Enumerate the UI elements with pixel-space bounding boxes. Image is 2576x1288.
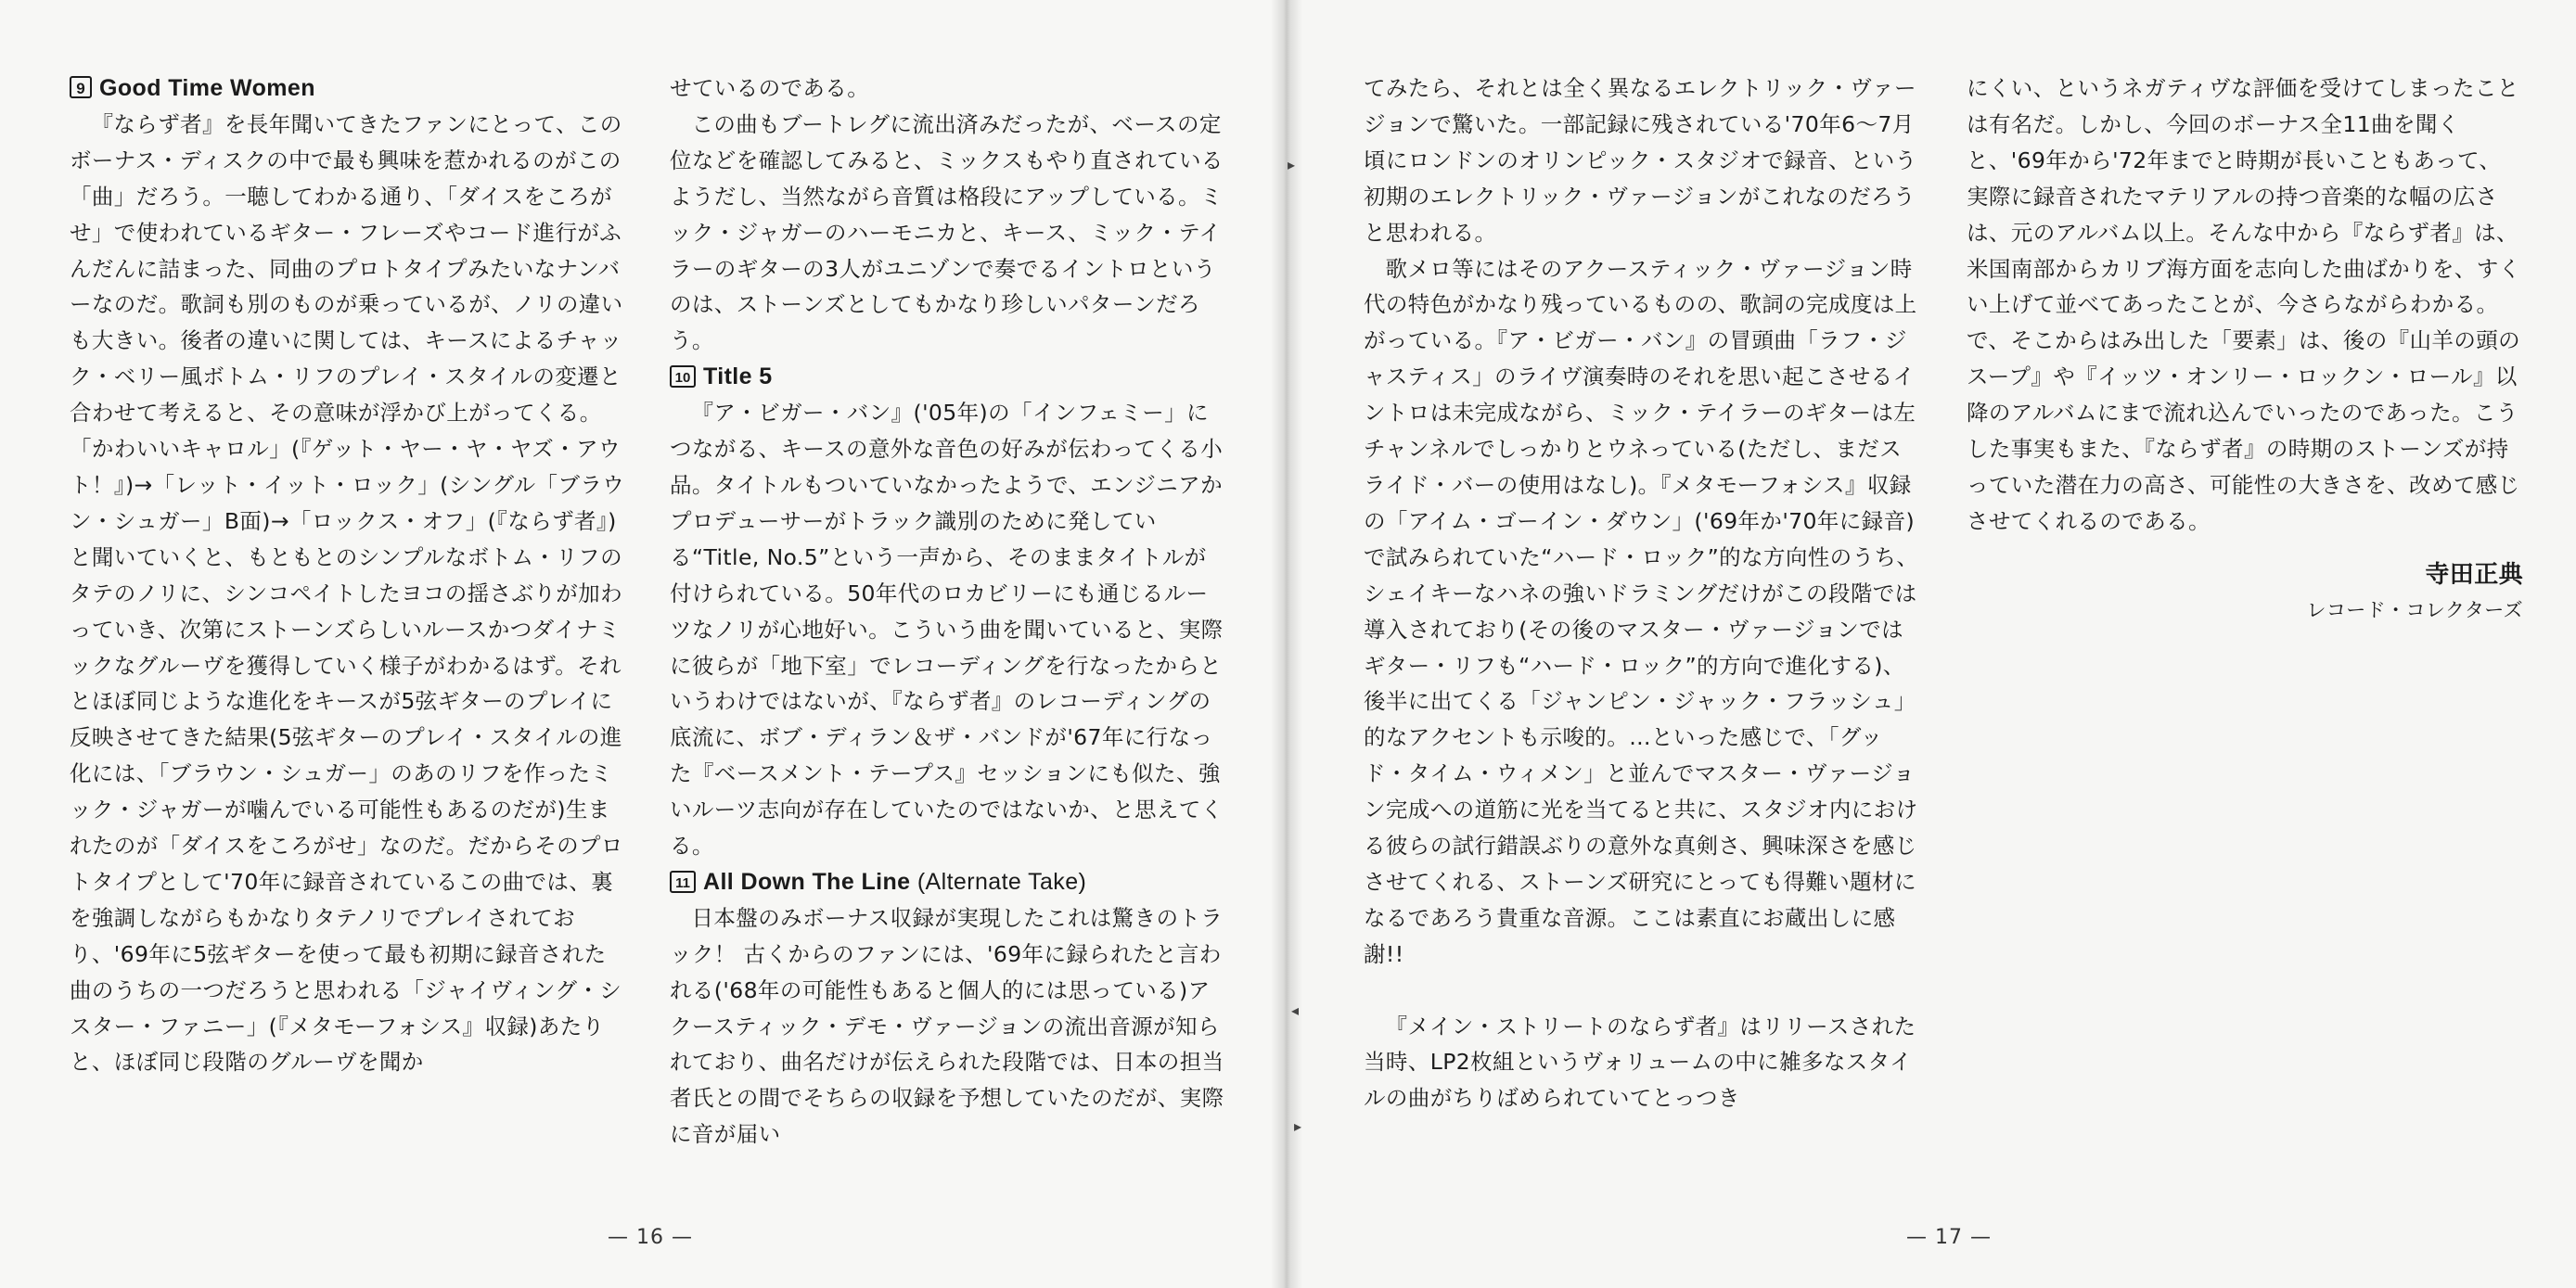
track-heading-9 (70, 70, 626, 107)
author-signoff (1967, 555, 2523, 625)
body-paragraph: 日本盤のみボーナス収録が実現したこれは驚きのトラック！ 古くからのファンには、'69年に録られたと言われる('68年の可能性もあると個人的には思っている)アクースティック・デモ・ヴァージョンの流出音源が知られており、曲名だけが伝えられた段階では、日本の担当者氏との間でそちらの収録を予想していたのだが、実際に音が届い (670, 904, 1224, 1148)
column-2 (670, 70, 1226, 1153)
track-title: All Down The Line (703, 868, 911, 895)
track-heading-11 (670, 864, 1226, 900)
track-title: Good Time Women (99, 75, 315, 101)
body-paragraph: 『メイン・ストリートのならず者』はリリースされた当時、LP2枚組というヴォリュームの中に雑多なスタイルの曲がちりばめられていてとっつき (1364, 1013, 1916, 1112)
body-paragraph-continued: せているのである。 (670, 75, 870, 101)
track-heading-10 (670, 359, 1226, 395)
track-number-badge: 11 (670, 871, 696, 893)
body-paragraph: この曲もブートレグに流出済みだったが、ベースの定位などを確認してみると、ミックスもやり直されているようだし、当然ながら音質は格段にアップしている。ミック・ジャガーのハーモニカと、キース、ミック・テイラーのギターの3人がユニゾンで奏でるイントロというのは、ストーンズとしてもかなり珍しいパターンだろう。 (670, 110, 1224, 354)
body-paragraph-continued: てみたら、それとは全く異なるエレクトリック・ヴァージョンで驚いた。一部記録に残されている'70年6～7月頃にロンドンのオリンピック・スタジオで録音、という初期のエレクトリック・ヴァージョンがこれなのだろうと思われる。 (1364, 75, 1917, 246)
author-name: 寺田正典 (2425, 560, 2523, 589)
body-paragraph: 『ア・ビガー・バン』('05年)の「インフェミー」につながる、キースの意外な音色の好みが伝わってくる小品。タイトルもついていなかったようで、エンジニアかプロデューサーがトラック識別のために発している“Title, No.5”という一声から、そのままタイトルが付けられている。50年代のロカビリーにも通じるルーツなノリが心地好い。こういう曲を聞いていると、実際に彼らが「地下室」でレコーディングを行なったからというわけではないが、『ならず者』のレコーディングの底流に、ボブ・ディラン＆ザ・バンドが'67年に行なった『ベースメント・テープス』セッションにも似た、強いルーツ志向が存在していたのではないか、と思えてくる。 (670, 400, 1224, 860)
body-paragraph: 『ならず者』を長年聞いてきたファンにとって、このボーナス・ディスクの中で最も興味を惹かれるのがこの「曲」だろう。一聴してわかる通り、「ダイスをころがせ」で使われているギター・フレーズやコード進行がふんだんに詰まった、同曲のプロトタイプみたいなナンバーなのだ。歌詞も別のものが乗っているが、ノリの違いも大きい。後者の違いに関しては、キースによるチャック・ベリー風ボトム・リフのプレイ・スタイルの変遷と合わせて考えると、その意味が浮かび上がってくる。「かわいいキャロル」(『ゲット・ヤー・ヤ・ヤズ・アウト！』)→「レット・イット・ロック」(シングル「ブラウン・シュガー」B面)→「ロックス・オフ」(『ならず者』)と聞いていくと、もともとのシンプルなボトム・リフのタテのノリに、シンコペイトしたヨコの揺さぶりが加わっていき、次第にストーンズらしいルースかつダイナミックなグルーヴを獲得していく様子がわかるはず。それとほぼ同じような進化をキースが5弦ギターのプレイに反映させてきた結果(5弦ギターのプレイ・スタイルの進化には、「ブラウン・シュガー」のあのリフを作ったミック・ジャガーが噛んでいる可能性もあるのだが)生まれたのが「ダイスをころがせ」なのだ。だからそのプロトタイプとして'70年に録音されているこの曲では、裏を強調しながらもかなりタテノリでプレイされており、'69年に5弦ギターを使って最も初期に録音された曲のうちの一つだろうと思われる「ジャイヴィング・シスター・ファニー」(『メタモーフォシス』収録)あたりと、ほぼ同じ段階のグルーヴを聞か (70, 110, 625, 1076)
column-1 (70, 70, 626, 1080)
author-affiliation: レコード・コレクターズ (2306, 598, 2523, 621)
body-paragraph-continued: にくい、というネガティヴな評価を受けてしまったことは有名だ。しかし、今回のボーナス全11曲を聞くと、'69年から'72年までと時期が長いこともあって、実際に録音されたマテリアルの持つ音楽的な幅の広さは、元のアルバム以上。そんな中から『ならず者』は、米国南部からカリブ海方面を志向した曲ばかりを、すくい上げて並べてあったことが、今さらながらわかる。で、そこからはみ出した「要素」は、後の『山羊の頭のスープ』や『イッツ・オンリー・ロックン・ロール』以降のアルバムにまで流れ込んでいったのであった。こうした事実もまた、『ならず者』の時期のストーンズが持っていた潜在力の高さ、可能性の大きさを、改めて感じさせてくれるのである。 (1967, 75, 2521, 534)
column-4 (1967, 70, 2523, 625)
binding-mark: ◂ (1291, 1001, 1300, 1019)
binding-mark: ▸ (1288, 156, 1296, 173)
track-number-badge: 9 (70, 76, 92, 98)
paragraph-spacer (1364, 973, 1920, 1009)
page-number-left: — 16 — (608, 1226, 693, 1249)
track-number-badge: 10 (670, 365, 696, 388)
column-3 (1364, 70, 1920, 1116)
book-gutter (1271, 0, 1302, 1288)
page-number-right: — 17 — (1906, 1226, 1992, 1249)
track-subtitle: (Alternate Take) (916, 868, 1087, 895)
track-title: Title 5 (703, 363, 773, 390)
binding-mark: ▸ (1294, 1117, 1302, 1135)
body-paragraph: 歌メロ等にはそのアクースティック・ヴァージョン時代の特色がかなり残っているものの、歌詞の完成度は上がっている。『ア・ビガー・バン』の冒頭曲「ラフ・ジャスティス」のライヴ演奏時のそれを思い起こさせるイントロは未完成ながら、ミック・テイラーのギターは左チャンネルでしっかりとウネっている(ただし、まだスライド・バーの使用はなし)。『メタモーフォシス』収録の「アイム・ゴーイン・ダウン」('69年か'70年に録音)で試みられていた“ハード・ロック”的な方向性のうち、シェイキーなハネの強いドラミングだけがこの段階では導入されており(その後のマスター・ヴァージョンではギター・リフも“ハード・ロック”的方向で進化する)、後半に出てくる「ジャンピン・ジャック・フラッシュ」的なアクセントも示唆的。…といった感じで、「グッド・タイム・ウィメン」と並んでマスター・ヴァージョン完成への道筋に光を当てると共に、スタジオ内における彼らの試行錯誤ぶりの意外な真剣さ、興味深さを感じさせてくれる、ストーンズ研究にとっても得難い題材になるであろう貴重な音源。ここは素直にお蔵出しに感謝!! (1364, 255, 1919, 967)
